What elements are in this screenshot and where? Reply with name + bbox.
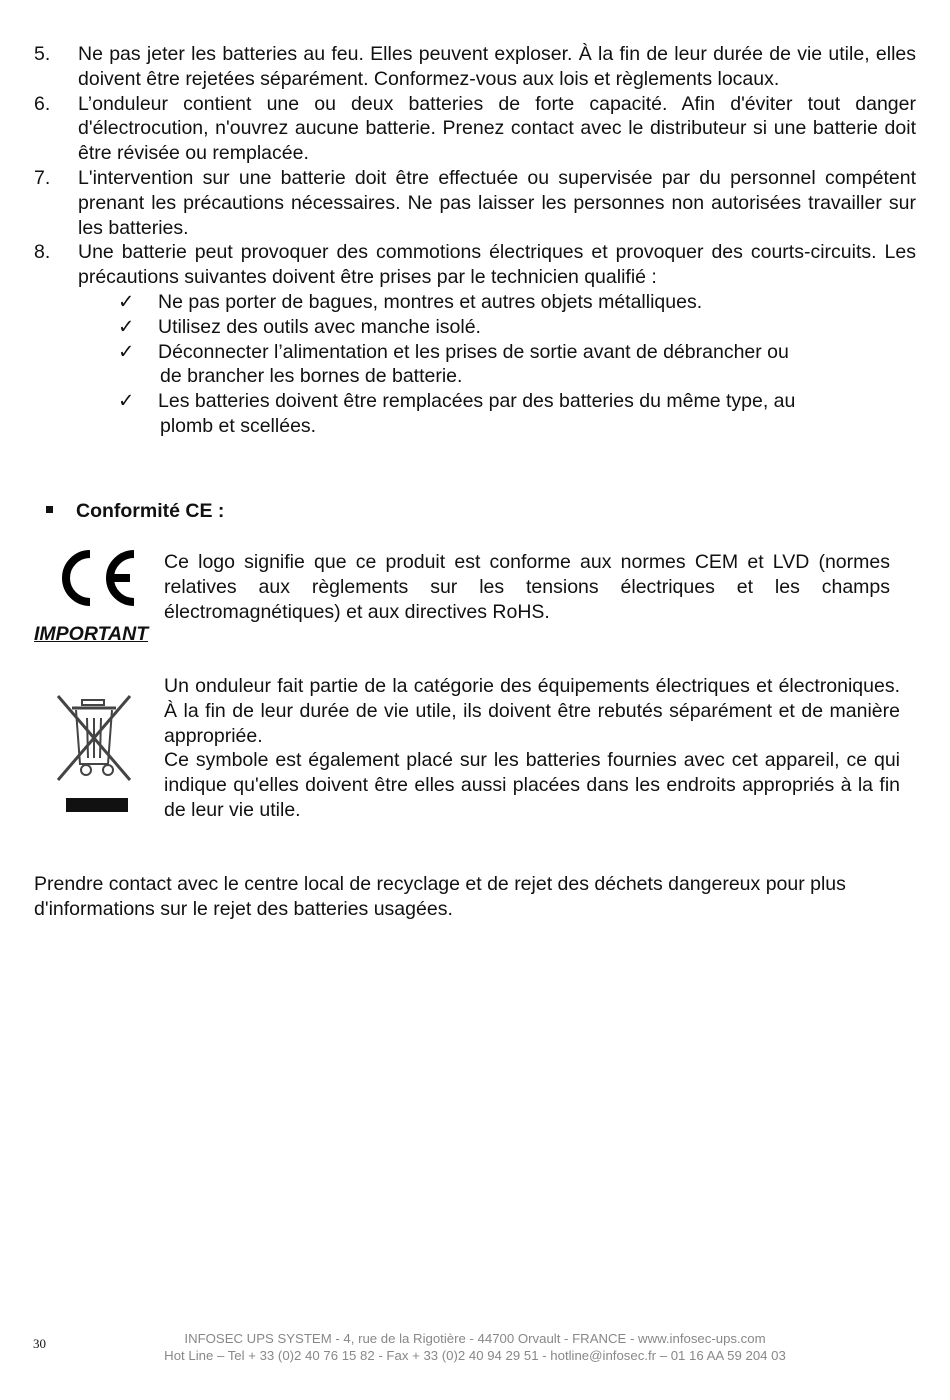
check-item-text: Ne pas porter de bagues, montres et autres objets métalliques. [158,290,703,313]
item-number: 5. [34,43,51,65]
page-number: 30 [33,1336,46,1351]
checkmark-icon: ✓ [118,340,135,363]
check-item [34,315,916,340]
check-item-text: Déconnecter l’alimentation et les prises de sortie avant de débrancher ou [158,340,789,363]
item-text: L'intervention sur une batterie doit être effectuée ou supervisée par du personnel compétent prenant les précautions nécessaires. Ne pas laisser les personnes non autorisées travailler sur les batteries. [78,166,916,239]
section-title: Conformité CE : [76,500,225,522]
section-heading-ce [46,500,224,523]
weee-paragraph: Un onduleur fait partie de la catégorie des équipements électriques et électroniques. À la fin de leur durée de vie utile, ils doivent être rebutés séparément et de manière appropriée. [164,675,900,747]
weee-battery-paragraph: Ce symbole est également placé sur les batteries fournies avec cet appareil, ce qui indique qu'elles doivent être elles aussi placées dans les endroits appropriés à la fin de leur vie utile. [164,749,900,821]
item-text: L’onduleur contient une ou deux batteries de forte capacité. Afin d'éviter tout danger d'électrocution, n'ouvrez aucune batterie. Prenez contact avec le distributeur si une batterie doit être révisée ou remplacée. [78,92,916,165]
ce-paragraph: Ce logo signifie que ce produit est conforme aux normes CEM et LVD (normes relatives aux règlements sur les tensions électriques et les champs électromagnétiques) et aux directives RoHS. [164,551,890,623]
weee-text-block [164,674,900,823]
checkmark-icon: ✓ [118,290,135,313]
check-item [34,290,916,315]
numbered-item-8 [34,240,916,290]
item-text: Une batterie peut provoquer des commotions électriques et provoquer des courts-circuits. Les précautions suivantes doivent être prises par le technicien qualifié : [78,241,916,289]
precaution-checklist [34,290,916,439]
weee-crossed-bin-icon [52,690,136,826]
footer-contact: Hot Line – Tel + 33 (0)2 40 76 15 82 - Fax + 33 (0)2 40 94 29 51 - hotline@infosec.fr – 01 16 AA 59 204 03 [164,1348,786,1363]
checkmark-icon: ✓ [118,315,135,338]
check-item [34,389,916,439]
footer-address: INFOSEC UPS SYSTEM - 4, rue de la Rigotière - 44700 Orvault - FRANCE - www.infosec-ups.com [184,1331,766,1346]
item-number: 7. [34,166,51,189]
numbered-safety-list [34,42,916,439]
page-footer [100,1330,850,1364]
important-label: IMPORTANT [34,623,149,645]
check-item-text-continued: de brancher les bornes de batterie. [160,365,463,388]
check-item-text-continued: plomb et scellées. [160,414,317,437]
check-item [34,340,916,390]
item-text: Ne pas jeter les batteries au feu. Elles peuvent exploser. À la fin de leur durée de vie utile, elles doivent être rejetées séparément. Conformez-vous aux lois et règlements locaux. [78,43,916,90]
checkmark-icon: ✓ [118,390,135,413]
check-item-text: Les batteries doivent être remplacées par des batteries du même type, au [158,390,796,413]
numbered-item-5 [34,42,916,92]
check-item-text: Utilisez des outils avec manche isolé. [158,315,481,338]
numbered-item-7 [34,166,916,240]
ce-mark-icon [58,548,140,608]
item-number: 6. [34,92,51,115]
item-number: 8. [34,241,51,264]
numbered-item-6 [34,92,916,166]
square-bullet-icon [46,506,53,513]
recycling-contact-paragraph: Prendre contact avec le centre local de recyclage et de rejet des déchets dangereux pour plus d'informations sur le rejet des batteries usagées. [34,873,846,920]
